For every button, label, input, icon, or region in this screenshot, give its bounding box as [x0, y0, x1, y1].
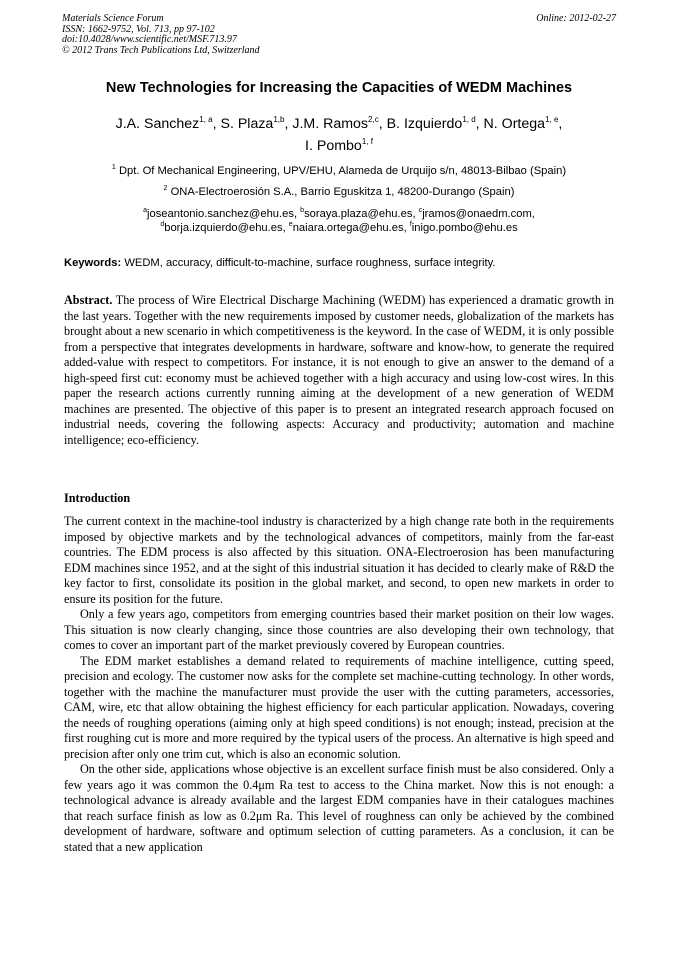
- journal-header: [62, 14, 616, 56]
- journal-info: [62, 14, 260, 56]
- author-list: [48, 113, 630, 157]
- keywords-text: WEDM, accuracy, difficult-to-machine, surface roughness, surface integrity.: [124, 257, 496, 269]
- email[interactable]: $^b$soraya.plaza@ehu.es: [300, 207, 413, 220]
- doi-line: doi:10.4028/www.scientific.net/MSF.713.97: [62, 34, 237, 45]
- email[interactable]: $^f$inigo.pombo@ehu.es: [409, 221, 518, 234]
- email[interactable]: $^c$jramos@onaedm.com: [418, 207, 532, 220]
- copyright-line: © 2012 Trans Tech Publications Ltd, Switzerland: [62, 44, 260, 56]
- author: J.A. Sanchez$^{1, a}$,: [115, 115, 221, 132]
- journal-name: Materials Science Forum: [62, 13, 164, 24]
- author: J.M. Ramos$^{2,c}$,: [292, 115, 387, 132]
- paragraph: The current context in the machine-tool industry is characterized by a high change rate both in the requirements imposed by objective markets and by the technological advances of competitors, mainly from the far-east countries. The EDM process is also affected by this situation. ONA-Electroerosion has been manufacturing EDM machines since 1952, and at the sight of this industrial situation it has decided to clearly make of R&D the key factor to first, consolidate its position in the global market, and second, to open new markets in order to ensure its position for the future.: [64, 514, 614, 606]
- abstract: [64, 293, 614, 448]
- paragraph: On the other side, applications whose objective is an excellent surface finish must be also considered. Only a few years ago it was common the 0.4μm Ra test to access to the China market. Now this is not enough: a technological advance is already available and the largest EDM companies have in their catalogues machines that reach surface finish as low as 0.2μm Ra. This level of roughness can only be achieved by the combined development of hardware, software and optimum selection of cutting parameters. As a conclusion, it can be stated that a new application: [64, 762, 614, 854]
- introduction-section: [64, 514, 614, 855]
- affiliation-1: $^1$ Dpt. Of Mechanical Engineering, UPV/EHU, Alameda de Urquijo s/n, 48013-Bilbao (Spain): [111, 164, 567, 177]
- author: I. Pombo$^{1, f}$: [305, 137, 373, 154]
- affiliation-2: $^2$ ONA-Electroerosión S.A., Barrio Eguskitza 1, 48200-Durango (Spain): [163, 185, 515, 198]
- author: S. Plaza$^{1,b}$,: [220, 115, 293, 132]
- email-list: $^a$joseantonio.sanchez@ehu.es, $^b$soraya.plaza@ehu.es, $^c$jramos@onaedm.com, $^d$borja.izquierdo@ehu.es, $^e$naiara.ortega@ehu.es, $^f$inigo.pombo@ehu.es: [143, 207, 535, 234]
- keywords: [64, 257, 614, 269]
- email[interactable]: $^a$joseantonio.sanchez@ehu.es: [143, 207, 294, 220]
- issn-line: ISSN: 1662-9752, Vol. 713, pp 97-102: [62, 23, 215, 35]
- email[interactable]: $^d$borja.izquierdo@ehu.es: [160, 221, 283, 234]
- author: N. Ortega$^{1, e}$,: [483, 115, 563, 132]
- online-date: Online: 2012-02-27: [536, 13, 616, 24]
- email[interactable]: $^e$naiara.ortega@ehu.es: [288, 221, 404, 234]
- paper-title: New Technologies for Increasing the Capacities of WEDM Machines: [105, 80, 573, 96]
- section-heading-introduction: Introduction: [64, 491, 131, 505]
- abstract-text: The process of Wire Electrical Discharge Machining (WEDM) has experienced a dramatic growth in the last years. Together with the new requirements imposed by customer needs, globalization of the markets has brought about a new scenario in which competitiveness is the keyword. In the case of WEDM, it is only possible from a perspective that integrates developments in hardware, software and know-how, to generate the required added-value with respect to competitors. For instance, it is not enough to give an answer to the demand of a high-speed first cut: economy must be achieved together with a high accuracy and using low-cost wires. In this paper the research actions currently running aiming at the development of a new generation of WEDM machines are presented. The objective of this paper is to present an integrated research approach focused on industrial needs, covering the following aspects: Accuracy and productivity; automation and machine intelligence; eco-efficiency.: [64, 293, 615, 447]
- keywords-label: Keywords:: [64, 257, 122, 269]
- abstract-label: Abstract.: [64, 293, 113, 307]
- paragraph: The EDM market establishes a demand related to requirements of machine intelligence, cutting speed, precision and ecology. The customer now asks for the complete set machine-cutting technology. In other words, together with the machine the manufacturer must provide the user with the cutting parameters, accessories, CAM, wire, etc that allow obtaining the highest efficiency for each particular application. Nowadays, covering the needs of roughing operations (aiming only at high speed conditions) is not enough; instead, precision at the first roughing cut is more and more required by the typical users of the process. An alternative is high speed and precision after only one trim cut, which is also an economic solution.: [64, 653, 614, 761]
- author: B. Izquierdo$^{1, d}$,: [386, 115, 484, 132]
- paragraph: Only a few years ago, competitors from emerging countries based their market position on their low wages. This situation is now clearly changing, since those countries are also developing their own technology, that comes to cover an important part of the market previously covered by European countries.: [64, 607, 614, 652]
